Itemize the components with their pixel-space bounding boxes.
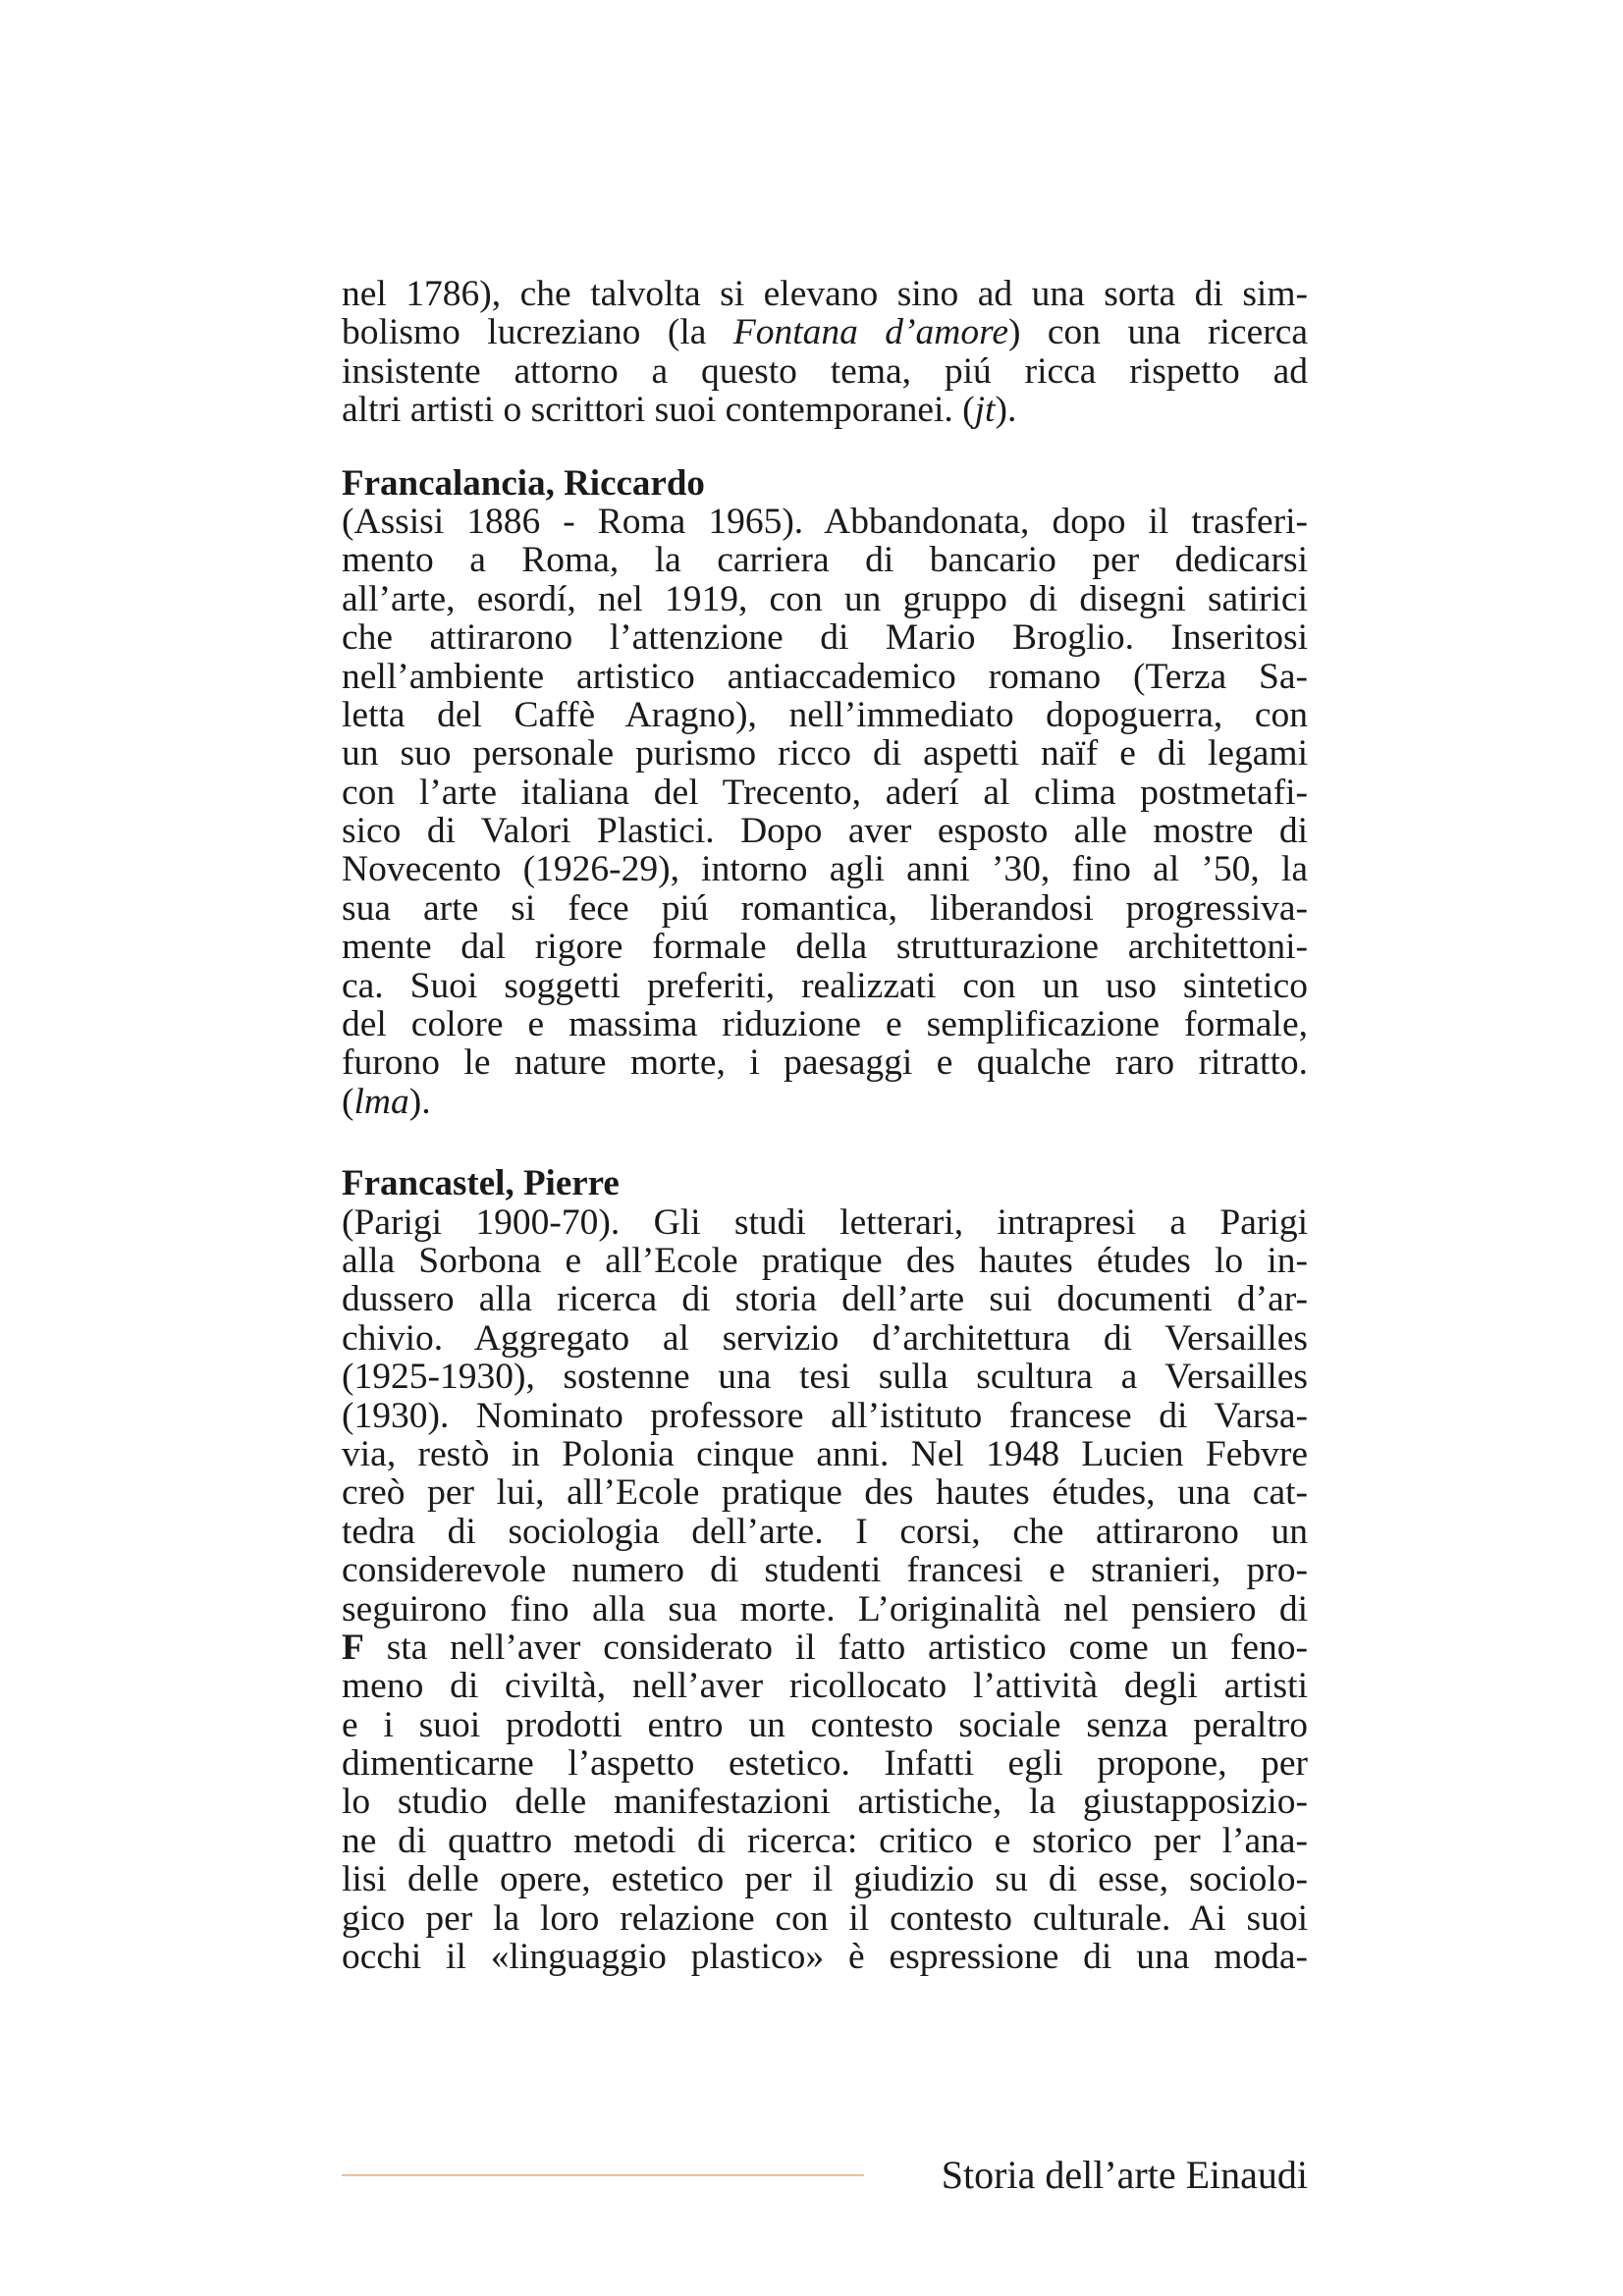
text-line: (1930). Nominato professore all’istituto francese di Varsa- (342, 1395, 1308, 1436)
text-line: creò per lui, all’Ecole pratique des hautes études, una cat- (342, 1472, 1308, 1514)
text-line: (lma). (342, 1081, 431, 1122)
text-line: occhi il «linguaggio plastico» è espressione di una moda- (342, 1937, 1308, 1978)
text-line: sua arte si fece piú romantica, liberandosi progressiva- (342, 887, 1308, 929)
text-line: alla Sorbona e all’Ecole pratique des hautes études lo in- (342, 1240, 1308, 1281)
text-line: sico di Valori Plastici. Dopo aver esposto alle mostre di (342, 811, 1308, 852)
text-line: (1925-1930), sostenne una tesi sulla scultura a Versailles (342, 1357, 1308, 1398)
text-line: un suo personale purismo ricco di aspetti naïf e di legami (342, 733, 1308, 774)
text-line: seguirono fino alla sua morte. L’originalità nel pensiero di (342, 1588, 1308, 1629)
text-line: del colore e massima riduzione e semplificazione formale, (342, 1004, 1308, 1045)
text-line: chivio. Aggregato al servizio d’architettura di Versailles (342, 1317, 1308, 1359)
text-line: ca. Suoi soggetti preferiti, realizzati con un uso sintetico (342, 965, 1308, 1006)
text-line: all’arte, esordí, nel 1919, con un gruppo di disegni satirici (342, 578, 1308, 619)
text-line: nel 1786), che talvolta si elevano sino ad una sorta di sim- (342, 274, 1308, 314)
text-line: Novecento (1926-29), intorno agli anni ’30, fino al ’50, la (342, 849, 1308, 890)
footer-title: Storia dell’arte Einaudi (941, 2153, 1308, 2197)
work-title: Fontana d’amore (732, 312, 1008, 353)
entry-heading: Francalancia, Riccardo (342, 462, 705, 504)
text-line: bolismo lucreziano (la Fontana d’amore) con una ricerca (342, 312, 1308, 353)
text-line: (Assisi 1886 - Roma 1965). Abbandonata, dopo il trasferi- (342, 501, 1308, 542)
text-line: lisi delle opere, estetico per il giudizio su di esse, sociolo- (342, 1859, 1308, 1900)
text-line: furono le nature morte, i paesaggi e qualche raro ritratto. (342, 1042, 1308, 1084)
entry-francastel (342, 1164, 1308, 1976)
text-line: F sta nell’aver considerato il fatto artistico come un feno- (342, 1627, 1308, 1668)
text-line: dussero alla ricerca di storia dell’arte sui documenti d’ar- (342, 1279, 1308, 1320)
text-line: altri artisti o scrittori suoi contemporanei. (jt). (342, 390, 1017, 431)
text-line: gico per la loro relazione con il contesto culturale. Ai suoi (342, 1897, 1308, 1939)
text-line: tedra di sociologia dell’arte. I corsi, che attirarono un (342, 1511, 1308, 1552)
author-initials: lma (353, 1081, 409, 1122)
subject-abbreviation: F (342, 1627, 364, 1668)
text-line: via, restò in Polonia cinque anni. Nel 1948 Lucien Febvre (342, 1433, 1308, 1474)
text-line: meno di civiltà, nell’aver ricollocato l’attività degli artisti (342, 1666, 1308, 1707)
text-line: (Parigi 1900-70). Gli studi letterari, intrapresi a Parigi (342, 1201, 1308, 1243)
text-line: ne di quattro metodi di ricerca: critico e storico per l’ana- (342, 1820, 1308, 1861)
text-line: nell’ambiente artistico antiaccademico romano (Terza Sa- (342, 656, 1308, 697)
text-line: con l’arte italiana del Trecento, aderí al clima postmetafi- (342, 772, 1308, 813)
text-line: lo studio delle manifestazioni artistiche, la giustapposizio- (342, 1782, 1308, 1823)
footer-rule (342, 2174, 864, 2176)
intro-paragraph (342, 275, 1308, 430)
text-line: mento a Roma, la carriera di bancario per dedicarsi (342, 540, 1308, 581)
text-line: insistente attorno a questo tema, piú ricca rispetto ad (342, 350, 1308, 392)
entry-francalancia (342, 464, 1308, 1122)
text-line: che attirarono l’attenzione di Mario Broglio. Inseritosi (342, 617, 1308, 659)
text-line: dimenticarne l’aspetto estetico. Infatti egli propone, per (342, 1743, 1308, 1785)
text-line: considerevole numero di studenti francesi e stranieri, pro- (342, 1550, 1308, 1591)
text-line: e i suoi prodotti entro un contesto sociale senza peraltro (342, 1704, 1308, 1745)
page-body (342, 275, 1308, 1976)
author-initials: jt (974, 390, 996, 431)
text-line: mente dal rigore formale della strutturazione architettoni- (342, 927, 1308, 968)
text-line: letta del Caffè Aragno), nell’immediato dopoguerra, con (342, 694, 1308, 735)
entry-heading: Francastel, Pierre (342, 1163, 620, 1204)
